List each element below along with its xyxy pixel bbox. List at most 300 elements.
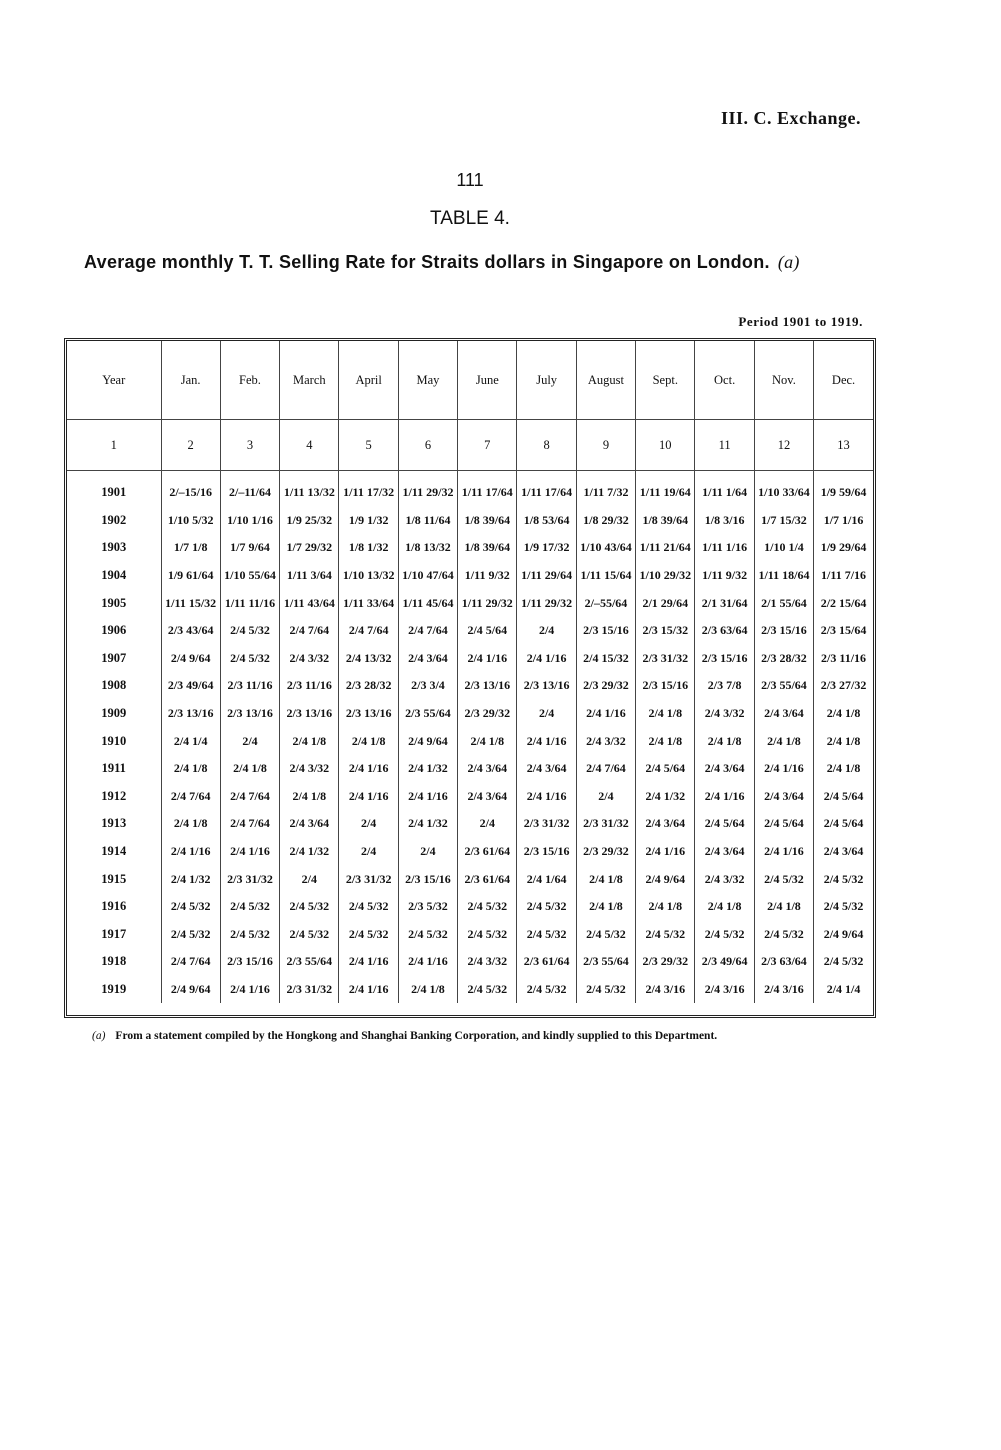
column-header-month: Feb. [220, 341, 279, 420]
column-number: 6 [398, 420, 457, 471]
rate-cell: 2/3 13/16 [339, 700, 398, 728]
rate-cell: 2/3 43/64 [161, 617, 220, 645]
rate-cell: 2/4 5/32 [695, 921, 754, 949]
column-header-month: Jan. [161, 341, 220, 420]
rate-cell: 2/4 1/8 [636, 727, 695, 755]
rate-cell: 2/4 3/32 [576, 727, 635, 755]
rates-table-frame [64, 338, 876, 1018]
rate-cell: 2/4 1/32 [161, 865, 220, 893]
rate-cell: 1/11 29/64 [517, 562, 576, 590]
rate-cell: 2/4 5/64 [458, 617, 517, 645]
column-header-month: August [576, 341, 635, 420]
rate-cell: 2/4 5/32 [754, 865, 813, 893]
rate-cell: 1/9 25/32 [280, 507, 339, 535]
rate-cell: 2/4 5/32 [517, 976, 576, 1004]
rate-cell: 2/–11/64 [220, 471, 279, 507]
rate-cell: 2/4 5/64 [823, 816, 864, 831]
rate-cell: 2/4 3/64 [458, 783, 517, 811]
rate-cell: 2/4 9/64 [398, 727, 457, 755]
rate-cell: 2/4 5/64 [695, 810, 754, 838]
rate-cell: 2/4 9/64 [161, 976, 220, 1004]
year-cell: 1902 [67, 507, 161, 535]
table-row [67, 893, 873, 921]
rate-cell: 2/4 1/16 [339, 948, 398, 976]
column-number-row [67, 420, 873, 471]
rate-cell: 2/4 1/4 [826, 981, 861, 996]
column-number: 3 [220, 420, 279, 471]
table-title-note-mark: (a) [777, 252, 800, 272]
rate-cell: 2/4 5/32 [636, 921, 695, 949]
rate-cell: 1/11 29/32 [398, 471, 457, 507]
year-cell: 1906 [67, 617, 161, 645]
column-number: 8 [517, 420, 576, 471]
rate-cell: 2/4 3/32 [280, 755, 339, 783]
rate-cell: 1/10 5/32 [161, 507, 220, 535]
rate-cell: 2/3 31/32 [517, 810, 576, 838]
rate-cell: 2/4 1/8 [826, 761, 861, 776]
footnote-mark: (a) [92, 1030, 106, 1042]
rate-cell: 2/4 1/8 [695, 893, 754, 921]
rate-cell: 2/4 1/16 [517, 783, 576, 811]
column-header-month: Sept. [636, 341, 695, 420]
rate-cell: 2/4 1/16 [636, 838, 695, 866]
column-header-month: July [517, 341, 576, 420]
header-row [67, 341, 873, 420]
rate-cell: 2/4 1/32 [280, 838, 339, 866]
rate-cell: 1/9 59/64 [820, 485, 867, 500]
year-cell: 1915 [67, 865, 161, 893]
rate-cell: 2/3 13/16 [517, 672, 576, 700]
rate-cell: 2/4 1/16 [339, 783, 398, 811]
rate-cell: 2/3 61/64 [517, 948, 576, 976]
table-row [67, 645, 873, 673]
rate-cell: 2/4 5/32 [458, 921, 517, 949]
table-row [67, 838, 873, 866]
column-header-month: April [339, 341, 398, 420]
rate-cell: 1/8 39/64 [636, 507, 695, 535]
rate-cell: 2/4 5/32 [220, 645, 279, 673]
footnote-text: From a statement compiled by the Hongkong and Shanghai Banking Corporation, and kindly supplied to this Department. [115, 1030, 718, 1042]
rate-cell: 2/4 5/32 [517, 921, 576, 949]
year-cell: 1918 [67, 948, 161, 976]
rate-cell: 1/11 43/64 [280, 589, 339, 617]
rate-cell: 2/3 29/32 [636, 948, 695, 976]
rate-cell: 2/4 3/32 [695, 700, 754, 728]
table-row [67, 810, 873, 838]
rate-cell: 2/4 5/64 [754, 810, 813, 838]
column-number: 5 [339, 420, 398, 471]
rate-cell: 1/8 3/16 [695, 507, 754, 535]
table-row [67, 534, 873, 562]
rate-cell: 2/3 15/32 [636, 617, 695, 645]
rate-cell: 2/4 1/16 [576, 700, 635, 728]
rate-cell: 2/4 1/8 [339, 727, 398, 755]
rate-cell: 2/4 5/32 [576, 976, 635, 1004]
rate-cell: 2/3 11/16 [280, 672, 339, 700]
rate-cell: 2/4 5/32 [220, 921, 279, 949]
rate-cell: 2/4 1/8 [220, 755, 279, 783]
column-number: 7 [458, 420, 517, 471]
rate-cell: 2/4 5/32 [339, 921, 398, 949]
rate-cell: 2/4 1/8 [398, 976, 457, 1004]
rate-cell: 2/4 3/64 [754, 700, 813, 728]
rate-cell: 1/10 33/64 [754, 471, 813, 507]
table-title-text: Average monthly T. T. Selling Rate for Straits dollars in Singapore on London. [84, 252, 770, 272]
rate-cell: 2/4 3/64 [695, 838, 754, 866]
rate-cell: 2/4 1/16 [754, 755, 813, 783]
rate-cell: 2/3 63/64 [695, 617, 754, 645]
column-number: 2 [161, 420, 220, 471]
rate-cell: 2/4 5/32 [220, 617, 279, 645]
rate-cell: 2/3 55/64 [280, 948, 339, 976]
year-cell: 1907 [67, 645, 161, 673]
rate-cell: 2/4 3/32 [458, 948, 517, 976]
rate-cell: 1/10 47/64 [398, 562, 457, 590]
rate-cell: 2/4 1/8 [280, 727, 339, 755]
table-row [67, 507, 873, 535]
page-number: 111 [456, 170, 484, 190]
rate-cell: 1/11 17/64 [458, 471, 517, 507]
rate-cell: 2/4 1/16 [398, 783, 457, 811]
rate-cell: 2/4 5/32 [517, 893, 576, 921]
rate-cell: 2/4 1/16 [695, 783, 754, 811]
column-header-year: Year [67, 341, 161, 420]
rate-cell: 2/3 31/32 [220, 865, 279, 893]
rate-cell: 2/4 7/64 [339, 617, 398, 645]
rate-cell: 2/2 15/64 [820, 595, 867, 610]
table-row [67, 727, 873, 755]
rate-cell: 1/11 29/32 [458, 589, 517, 617]
rate-cell: 2/3 61/64 [458, 838, 517, 866]
rate-cell: 2/3 15/64 [820, 623, 867, 638]
rate-cell: 2/4 [517, 617, 576, 645]
column-header-month: Oct. [695, 341, 754, 420]
rate-cell: 1/11 17/64 [517, 471, 576, 507]
rate-cell: 2/4 1/16 [398, 948, 457, 976]
rate-cell: 1/10 13/32 [339, 562, 398, 590]
table-row [67, 921, 873, 949]
rate-cell: 2/4 7/64 [280, 617, 339, 645]
rate-cell: 2/1 29/64 [636, 589, 695, 617]
rate-cell: 1/11 21/64 [636, 534, 695, 562]
rate-cell: 2/3 31/32 [576, 810, 635, 838]
rate-cell: 1/10 43/64 [576, 534, 635, 562]
rate-cell: 2/4 13/32 [339, 645, 398, 673]
rate-cell: 2/4 1/32 [398, 755, 457, 783]
rate-cell: 2/4 1/8 [695, 727, 754, 755]
table-row [67, 589, 873, 617]
column-number: 13 [814, 420, 873, 471]
rate-cell: 2/4 5/32 [754, 921, 813, 949]
rate-cell: 2/4 7/64 [576, 755, 635, 783]
rate-cell: 2/4 5/32 [458, 893, 517, 921]
rate-cell: 2/4 9/64 [823, 926, 864, 941]
rate-cell: 2/3 13/16 [220, 700, 279, 728]
table-row [67, 562, 873, 590]
year-cell: 1909 [67, 700, 161, 728]
rate-cell: 2/3 15/16 [398, 865, 457, 893]
rate-cell: 2/4 5/32 [576, 921, 635, 949]
footnote [92, 1030, 717, 1042]
rate-cell: 2/4 [280, 865, 339, 893]
rate-cell: 2/4 5/32 [823, 899, 864, 914]
rate-cell: 2/4 3/64 [517, 755, 576, 783]
column-number: 12 [754, 420, 813, 471]
rate-cell: 2/4 5/32 [339, 893, 398, 921]
rate-cell: 2/3 13/16 [280, 700, 339, 728]
rate-cell: 2/3 28/32 [754, 645, 813, 673]
column-number: 4 [280, 420, 339, 471]
year-cell: 1916 [67, 893, 161, 921]
rate-cell: 2/4 [517, 700, 576, 728]
rate-cell: 2/4 1/16 [161, 838, 220, 866]
year-cell: 1912 [67, 783, 161, 811]
column-number: 1 [67, 420, 161, 471]
rate-cell: 2/3 49/64 [695, 948, 754, 976]
rate-cell: 1/8 29/32 [576, 507, 635, 535]
rate-cell: 2/4 5/32 [823, 871, 864, 886]
rate-cell: 2/3 11/16 [821, 650, 867, 665]
rate-cell: 2/–55/64 [576, 589, 635, 617]
rate-cell: 2/4 1/8 [826, 733, 861, 748]
rate-cell: 2/3 55/64 [398, 700, 457, 728]
year-cell: 1917 [67, 921, 161, 949]
rate-cell: 1/9 17/32 [517, 534, 576, 562]
year-cell: 1903 [67, 534, 161, 562]
rate-cell: 2/4 1/8 [636, 700, 695, 728]
rate-cell: 1/11 11/16 [220, 589, 279, 617]
rate-cell: 2/4 3/64 [636, 810, 695, 838]
rate-cell: 2/4 1/16 [339, 976, 398, 1004]
rate-cell: 2/4 5/64 [823, 788, 864, 803]
rate-cell: 1/11 29/32 [517, 589, 576, 617]
rate-cell: 2/–15/16 [161, 471, 220, 507]
rate-cell: 1/9 61/64 [161, 562, 220, 590]
rate-cell: 2/4 1/8 [754, 893, 813, 921]
rate-cell: 2/4 1/32 [398, 810, 457, 838]
rate-cell: 1/8 53/64 [517, 507, 576, 535]
rate-cell: 1/7 1/16 [823, 512, 864, 527]
rate-cell: 2/4 [339, 810, 398, 838]
rate-cell: 2/4 1/16 [339, 755, 398, 783]
rate-cell: 2/4 [398, 838, 457, 866]
rate-cell: 2/4 3/64 [754, 783, 813, 811]
rate-cell: 1/7 9/64 [220, 534, 279, 562]
rate-cell: 1/8 11/64 [398, 507, 457, 535]
column-header-month: May [398, 341, 457, 420]
rate-cell: 2/4 1/64 [517, 865, 576, 893]
rate-cell: 2/4 5/32 [823, 954, 864, 969]
rate-cell: 2/4 7/64 [161, 948, 220, 976]
rate-cell: 1/11 33/64 [339, 589, 398, 617]
rate-cell: 2/4 1/8 [458, 727, 517, 755]
rate-cell: 2/3 49/64 [161, 672, 220, 700]
table-label: TABLE 4. [430, 208, 510, 229]
table-row [67, 471, 873, 507]
table-row [67, 755, 873, 783]
rate-cell: 1/11 17/32 [339, 471, 398, 507]
rate-cell: 2/4 7/64 [220, 783, 279, 811]
table-row [67, 783, 873, 811]
rate-cell: 1/7 15/32 [754, 507, 813, 535]
column-number: 11 [695, 420, 754, 471]
rate-cell: 2/4 1/32 [636, 783, 695, 811]
rate-cell: 2/4 5/32 [161, 893, 220, 921]
rate-cell: 2/4 1/8 [826, 706, 861, 721]
rate-cell: 1/9 29/64 [820, 540, 867, 555]
rate-cell: 1/11 18/64 [754, 562, 813, 590]
rate-cell: 1/10 1/4 [754, 534, 813, 562]
rate-cell: 2/3 15/16 [576, 617, 635, 645]
table-row [67, 948, 873, 976]
rate-cell: 1/11 15/32 [161, 589, 220, 617]
rate-cell: 2/3 5/32 [398, 893, 457, 921]
rate-cell: 2/3 15/16 [754, 617, 813, 645]
rate-cell: 2/4 1/16 [754, 838, 813, 866]
rate-cell: 2/4 5/32 [280, 921, 339, 949]
rate-cell: 2/4 1/8 [280, 783, 339, 811]
column-number: 9 [576, 420, 635, 471]
rate-cell: 2/4 [220, 727, 279, 755]
rate-cell: 2/1 55/64 [754, 589, 813, 617]
year-cell: 1914 [67, 838, 161, 866]
rate-cell: 1/11 9/32 [695, 562, 754, 590]
rate-cell: 1/11 1/64 [695, 471, 754, 507]
rate-cell: 2/3 31/32 [636, 645, 695, 673]
rate-cell: 2/3 63/64 [754, 948, 813, 976]
rate-cell: 1/11 19/64 [636, 471, 695, 507]
rate-cell: 2/4 1/16 [458, 645, 517, 673]
rate-cell: 2/4 1/8 [161, 810, 220, 838]
rate-cell: 2/4 9/64 [636, 865, 695, 893]
rate-cell: 2/3 31/32 [280, 976, 339, 1004]
rate-cell: 2/4 1/8 [161, 755, 220, 783]
rate-cell: 2/4 3/16 [754, 976, 813, 1004]
rate-cell: 2/3 15/16 [695, 645, 754, 673]
rate-cell: 2/4 5/32 [280, 893, 339, 921]
column-number: 10 [636, 420, 695, 471]
rate-cell: 2/4 5/32 [220, 893, 279, 921]
table-title [84, 252, 800, 273]
table-row [67, 865, 873, 893]
table-row [67, 672, 873, 700]
rate-cell: 2/4 1/8 [636, 893, 695, 921]
rates-table [67, 341, 873, 1003]
rate-cell: 2/3 3/4 [398, 672, 457, 700]
rate-cell: 1/8 1/32 [339, 534, 398, 562]
rate-cell: 1/11 7/16 [821, 568, 867, 583]
rate-cell: 1/10 29/32 [636, 562, 695, 590]
rate-cell: 2/3 15/16 [636, 672, 695, 700]
rate-cell: 2/3 28/32 [339, 672, 398, 700]
rate-cell: 1/11 45/64 [398, 589, 457, 617]
column-header-month: March [280, 341, 339, 420]
rate-cell: 1/11 1/16 [695, 534, 754, 562]
rate-cell: 2/3 29/32 [458, 700, 517, 728]
year-cell: 1901 [67, 471, 161, 507]
rate-cell: 2/4 9/64 [161, 645, 220, 673]
rate-cell: 2/4 7/64 [220, 810, 279, 838]
rate-cell: 2/4 [339, 838, 398, 866]
table-row [67, 617, 873, 645]
rate-cell: 2/4 3/16 [695, 976, 754, 1004]
rate-cell: 2/3 29/32 [576, 672, 635, 700]
column-header-month: Dec. [814, 341, 873, 420]
rate-cell: 2/3 31/32 [339, 865, 398, 893]
rate-cell: 2/4 1/4 [161, 727, 220, 755]
rate-cell: 2/3 27/32 [820, 678, 867, 693]
rate-cell: 1/8 39/64 [458, 534, 517, 562]
rate-cell: 2/4 1/8 [754, 727, 813, 755]
rate-cell: 2/3 13/16 [161, 700, 220, 728]
rate-cell: 2/4 5/32 [398, 921, 457, 949]
rate-cell: 2/3 15/16 [517, 838, 576, 866]
rate-cell: 2/4 3/64 [280, 810, 339, 838]
year-cell: 1911 [67, 755, 161, 783]
rate-cell: 2/4 7/64 [161, 783, 220, 811]
rate-cell: 2/3 13/16 [458, 672, 517, 700]
table-row [67, 976, 873, 1004]
column-header-month: Nov. [754, 341, 813, 420]
rate-cell: 2/4 1/8 [576, 893, 635, 921]
rate-cell: 1/11 7/32 [576, 471, 635, 507]
rate-cell: 2/3 15/16 [220, 948, 279, 976]
rate-cell: 1/8 39/64 [458, 507, 517, 535]
rate-cell: 2/4 [576, 783, 635, 811]
table-row [67, 700, 873, 728]
rate-cell: 1/11 3/64 [280, 562, 339, 590]
year-cell: 1905 [67, 589, 161, 617]
rate-cell: 2/4 1/16 [220, 838, 279, 866]
rate-cell: 2/3 55/64 [576, 948, 635, 976]
year-cell: 1913 [67, 810, 161, 838]
rate-cell: 2/4 1/8 [576, 865, 635, 893]
rate-cell: 2/3 61/64 [458, 865, 517, 893]
rate-cell: 2/4 3/64 [398, 645, 457, 673]
rates-table-body [67, 471, 873, 1004]
rate-cell: 2/3 55/64 [754, 672, 813, 700]
rate-cell: 2/4 3/32 [280, 645, 339, 673]
rate-cell: 2/4 5/32 [161, 921, 220, 949]
rate-cell: 2/3 29/32 [576, 838, 635, 866]
section-header: III. C. Exchange. [720, 108, 861, 128]
rate-cell: 2/4 3/64 [823, 844, 864, 859]
rate-cell: 1/7 1/8 [161, 534, 220, 562]
rate-cell: 2/4 5/64 [636, 755, 695, 783]
rate-cell: 2/4 3/16 [636, 976, 695, 1004]
rate-cell: 2/4 1/16 [517, 645, 576, 673]
rate-cell: 2/4 [458, 810, 517, 838]
rate-cell: 1/8 13/32 [398, 534, 457, 562]
year-cell: 1919 [67, 976, 161, 1004]
rate-cell: 2/4 3/64 [695, 755, 754, 783]
rate-cell: 2/1 31/64 [695, 589, 754, 617]
period-label: Period 1901 to 1919. [738, 314, 863, 329]
rate-cell: 2/4 1/16 [220, 976, 279, 1004]
column-header-month: June [458, 341, 517, 420]
rate-cell: 1/11 9/32 [458, 562, 517, 590]
rate-cell: 1/11 13/32 [280, 471, 339, 507]
rate-cell: 1/9 1/32 [339, 507, 398, 535]
rate-cell: 1/10 55/64 [220, 562, 279, 590]
year-cell: 1904 [67, 562, 161, 590]
year-cell: 1908 [67, 672, 161, 700]
rate-cell: 2/3 11/16 [220, 672, 279, 700]
rate-cell: 1/7 29/32 [280, 534, 339, 562]
rate-cell: 1/11 15/64 [576, 562, 635, 590]
year-cell: 1910 [67, 727, 161, 755]
rate-cell: 2/4 3/32 [695, 865, 754, 893]
